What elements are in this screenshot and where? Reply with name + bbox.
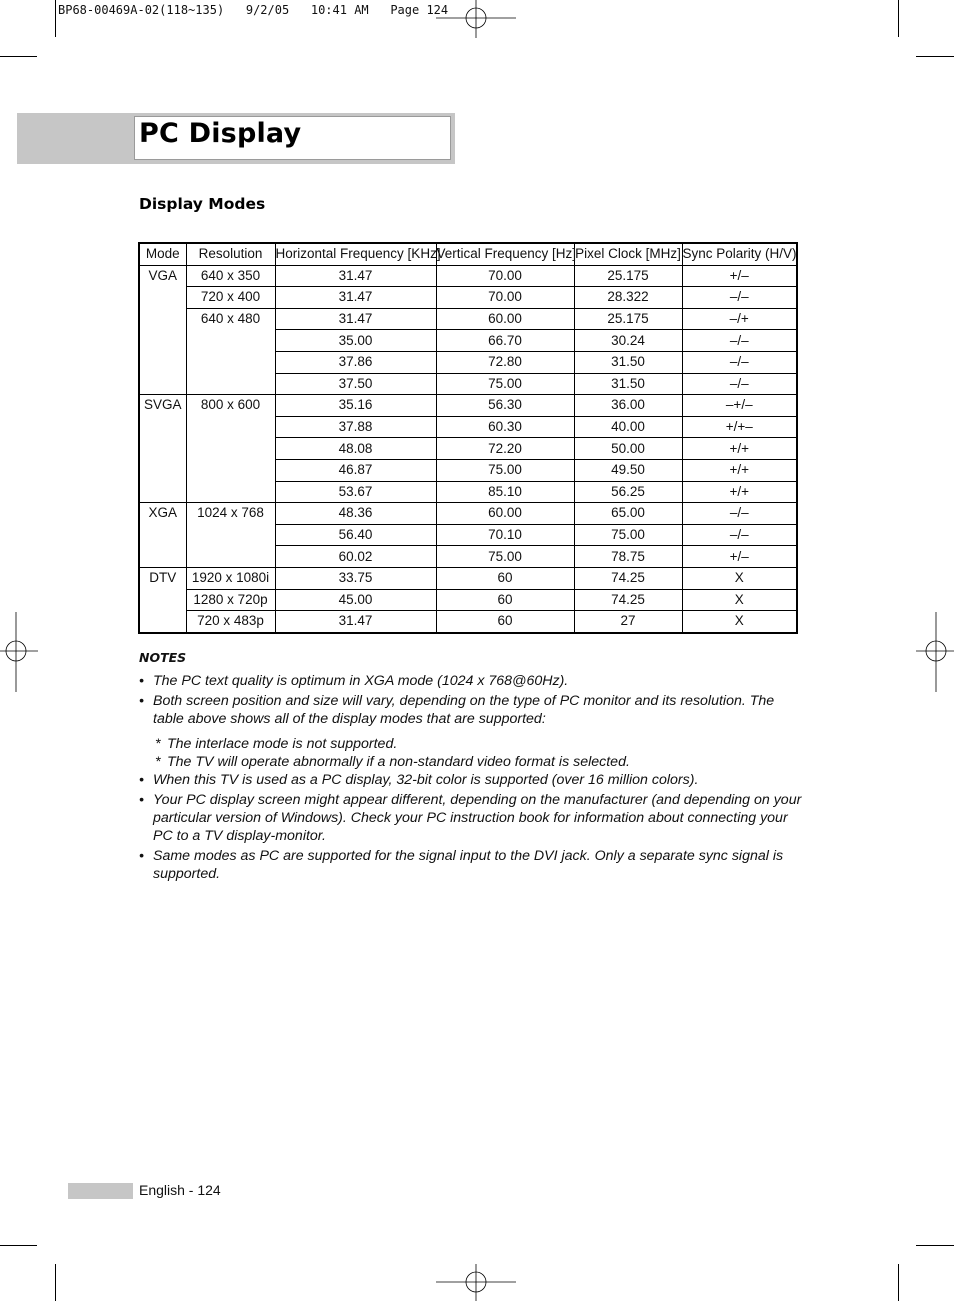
header-resolution: Resolution bbox=[186, 243, 275, 265]
cell-horizontal-frequency: 31.47 bbox=[275, 265, 436, 287]
cell-sync-polarity: +/+ bbox=[682, 481, 797, 503]
cell-resolution: 720 x 400 bbox=[186, 287, 275, 309]
note-item bbox=[139, 771, 804, 789]
cell-vertical-frequency: 75.00 bbox=[436, 373, 574, 395]
cell-vertical-frequency: 60 bbox=[436, 589, 574, 611]
note-item bbox=[139, 672, 804, 690]
table-row bbox=[139, 589, 797, 611]
asterisk-icon: * bbox=[155, 754, 161, 770]
display-modes-table bbox=[138, 242, 798, 634]
cell-vertical-frequency: 72.20 bbox=[436, 438, 574, 460]
section-title: Display Modes bbox=[139, 195, 266, 213]
notes-title: NOTES bbox=[139, 650, 187, 665]
asterisk-icon: * bbox=[155, 736, 161, 752]
cell-vertical-frequency: 70.00 bbox=[436, 265, 574, 287]
header-vertical-frequency: Vertical Frequency [Hz] bbox=[436, 243, 574, 265]
registration-mark-left bbox=[0, 612, 40, 692]
crop-mark-tl-h bbox=[0, 56, 37, 57]
cell-pixel-clock: 78.75 bbox=[574, 546, 682, 568]
bullet-icon: • bbox=[139, 673, 144, 689]
cell-vertical-frequency: 70.10 bbox=[436, 524, 574, 546]
cell-vertical-frequency: 56.30 bbox=[436, 395, 574, 417]
note-text: Both screen position and size will vary, depending on the type of PC monitor and its resolution. The table above shows all of the display modes that are supported: bbox=[153, 693, 775, 727]
page-title: PC Display bbox=[139, 118, 302, 149]
table-header-row bbox=[139, 243, 797, 265]
cell-sync-polarity: X bbox=[682, 567, 797, 589]
cell-mode: VGA bbox=[139, 265, 186, 395]
cell-pixel-clock: 36.00 bbox=[574, 395, 682, 417]
cell-vertical-frequency: 60 bbox=[436, 567, 574, 589]
table-row bbox=[139, 308, 797, 330]
cell-sync-polarity: X bbox=[682, 611, 797, 633]
cell-sync-polarity: –/– bbox=[682, 503, 797, 525]
crop-mark-tr-h bbox=[916, 56, 954, 57]
registration-mark-right bbox=[914, 612, 954, 692]
cell-horizontal-frequency: 46.87 bbox=[275, 459, 436, 481]
note-text: The PC text quality is optimum in XGA mode (1024 x 768@60Hz). bbox=[153, 673, 569, 689]
cell-sync-polarity: –/– bbox=[682, 330, 797, 352]
cell-horizontal-frequency: 35.00 bbox=[275, 330, 436, 352]
header-pixel-clock: Pixel Clock [MHz] bbox=[574, 243, 682, 265]
cell-sync-polarity: X bbox=[682, 589, 797, 611]
cell-mode: XGA bbox=[139, 503, 186, 568]
note-item bbox=[139, 791, 804, 845]
bullet-icon: • bbox=[139, 848, 144, 864]
sub-note-text: The interlace mode is not supported. bbox=[167, 736, 398, 752]
cell-vertical-frequency: 66.70 bbox=[436, 330, 574, 352]
note-item bbox=[139, 692, 804, 728]
cell-resolution: 1920 x 1080i bbox=[186, 567, 275, 589]
cell-resolution: 800 x 600 bbox=[186, 395, 275, 503]
table-row bbox=[139, 265, 797, 287]
table-row bbox=[139, 567, 797, 589]
cell-pixel-clock: 49.50 bbox=[574, 459, 682, 481]
cell-pixel-clock: 75.00 bbox=[574, 524, 682, 546]
sub-note-item bbox=[139, 735, 804, 753]
cell-sync-polarity: –/+ bbox=[682, 308, 797, 330]
cell-pixel-clock: 31.50 bbox=[574, 373, 682, 395]
cell-mode: SVGA bbox=[139, 395, 186, 503]
cell-sync-polarity: +/+ bbox=[682, 438, 797, 460]
footer-band bbox=[68, 1183, 133, 1199]
cell-vertical-frequency: 70.00 bbox=[436, 287, 574, 309]
cell-horizontal-frequency: 45.00 bbox=[275, 589, 436, 611]
bullet-icon: • bbox=[139, 693, 144, 709]
cell-pixel-clock: 25.175 bbox=[574, 308, 682, 330]
table-row bbox=[139, 503, 797, 525]
cell-vertical-frequency: 60.30 bbox=[436, 416, 574, 438]
cell-vertical-frequency: 85.10 bbox=[436, 481, 574, 503]
crop-mark-bl-h bbox=[0, 1245, 37, 1246]
header-horizontal-frequency: Horizontal Frequency [KHz] bbox=[275, 243, 436, 265]
table-row bbox=[139, 395, 797, 417]
crop-mark-bl-v bbox=[55, 1264, 56, 1301]
cell-sync-polarity: +/+– bbox=[682, 416, 797, 438]
table-row bbox=[139, 611, 797, 633]
cell-pixel-clock: 25.175 bbox=[574, 265, 682, 287]
note-text: Your PC display screen might appear different, depending on the manufacturer (and depending on your particular version of Windows). Check your PC instruction book for information about connecting your PC to a TV display-monitor. bbox=[153, 792, 802, 844]
header-mode: Mode bbox=[139, 243, 186, 265]
cell-sync-polarity: –/– bbox=[682, 287, 797, 309]
cell-horizontal-frequency: 31.47 bbox=[275, 308, 436, 330]
cell-pixel-clock: 56.25 bbox=[574, 481, 682, 503]
cell-horizontal-frequency: 48.36 bbox=[275, 503, 436, 525]
cell-horizontal-frequency: 35.16 bbox=[275, 395, 436, 417]
cell-pixel-clock: 28.322 bbox=[574, 287, 682, 309]
cell-resolution: 1024 x 768 bbox=[186, 503, 275, 568]
cell-horizontal-frequency: 53.67 bbox=[275, 481, 436, 503]
cell-pixel-clock: 74.25 bbox=[574, 567, 682, 589]
cell-resolution: 1280 x 720p bbox=[186, 589, 275, 611]
cell-resolution: 720 x 483p bbox=[186, 611, 275, 633]
cell-mode: DTV bbox=[139, 567, 186, 632]
cell-vertical-frequency: 60 bbox=[436, 611, 574, 633]
cell-horizontal-frequency: 56.40 bbox=[275, 524, 436, 546]
crop-mark-tr-v bbox=[898, 0, 899, 37]
crop-mark-br-v bbox=[898, 1264, 899, 1301]
cell-vertical-frequency: 72.80 bbox=[436, 351, 574, 373]
cell-resolution: 640 x 350 bbox=[186, 265, 275, 287]
cell-vertical-frequency: 60.00 bbox=[436, 503, 574, 525]
cell-pixel-clock: 40.00 bbox=[574, 416, 682, 438]
cell-vertical-frequency: 75.00 bbox=[436, 459, 574, 481]
cell-horizontal-frequency: 37.88 bbox=[275, 416, 436, 438]
crop-mark-br-h bbox=[916, 1245, 954, 1246]
cell-sync-polarity: –/– bbox=[682, 373, 797, 395]
registration-mark-bottom bbox=[436, 1262, 516, 1301]
note-text: When this TV is used as a PC display, 32-bit color is supported (over 16 million colors). bbox=[153, 772, 699, 788]
print-header: BP68-00469A-02(118~135) 9/2/05 10:41 AM Page 124 bbox=[58, 3, 449, 17]
registration-mark-top bbox=[436, 0, 516, 40]
cell-sync-polarity: –/– bbox=[682, 524, 797, 546]
note-text: Same modes as PC are supported for the signal input to the DVI jack. Only a separate sync signal is supported. bbox=[153, 848, 784, 882]
sub-note-text: The TV will operate abnormally if a non-standard video format is selected. bbox=[167, 754, 630, 770]
page-number: English - 124 bbox=[139, 1182, 221, 1198]
table-row bbox=[139, 287, 797, 309]
crop-mark-tl-v bbox=[55, 0, 56, 37]
cell-pixel-clock: 30.24 bbox=[574, 330, 682, 352]
cell-vertical-frequency: 75.00 bbox=[436, 546, 574, 568]
bullet-icon: • bbox=[139, 772, 144, 788]
cell-pixel-clock: 65.00 bbox=[574, 503, 682, 525]
cell-horizontal-frequency: 60.02 bbox=[275, 546, 436, 568]
cell-sync-polarity: –+/– bbox=[682, 395, 797, 417]
cell-sync-polarity: +/– bbox=[682, 546, 797, 568]
cell-vertical-frequency: 60.00 bbox=[436, 308, 574, 330]
cell-sync-polarity: +/+ bbox=[682, 459, 797, 481]
cell-resolution: 640 x 480 bbox=[186, 308, 275, 394]
cell-sync-polarity: –/– bbox=[682, 351, 797, 373]
cell-horizontal-frequency: 48.08 bbox=[275, 438, 436, 460]
note-item bbox=[139, 847, 804, 883]
bullet-icon: • bbox=[139, 792, 144, 808]
cell-pixel-clock: 50.00 bbox=[574, 438, 682, 460]
cell-pixel-clock: 74.25 bbox=[574, 589, 682, 611]
cell-horizontal-frequency: 31.47 bbox=[275, 611, 436, 633]
cell-horizontal-frequency: 33.75 bbox=[275, 567, 436, 589]
cell-pixel-clock: 27 bbox=[574, 611, 682, 633]
cell-sync-polarity: +/– bbox=[682, 265, 797, 287]
header-sync-polarity: Sync Polarity (H/V) bbox=[682, 243, 797, 265]
cell-pixel-clock: 31.50 bbox=[574, 351, 682, 373]
cell-horizontal-frequency: 37.50 bbox=[275, 373, 436, 395]
notes-list bbox=[139, 672, 804, 885]
cell-horizontal-frequency: 37.86 bbox=[275, 351, 436, 373]
sub-note-item bbox=[139, 753, 804, 771]
cell-horizontal-frequency: 31.47 bbox=[275, 287, 436, 309]
